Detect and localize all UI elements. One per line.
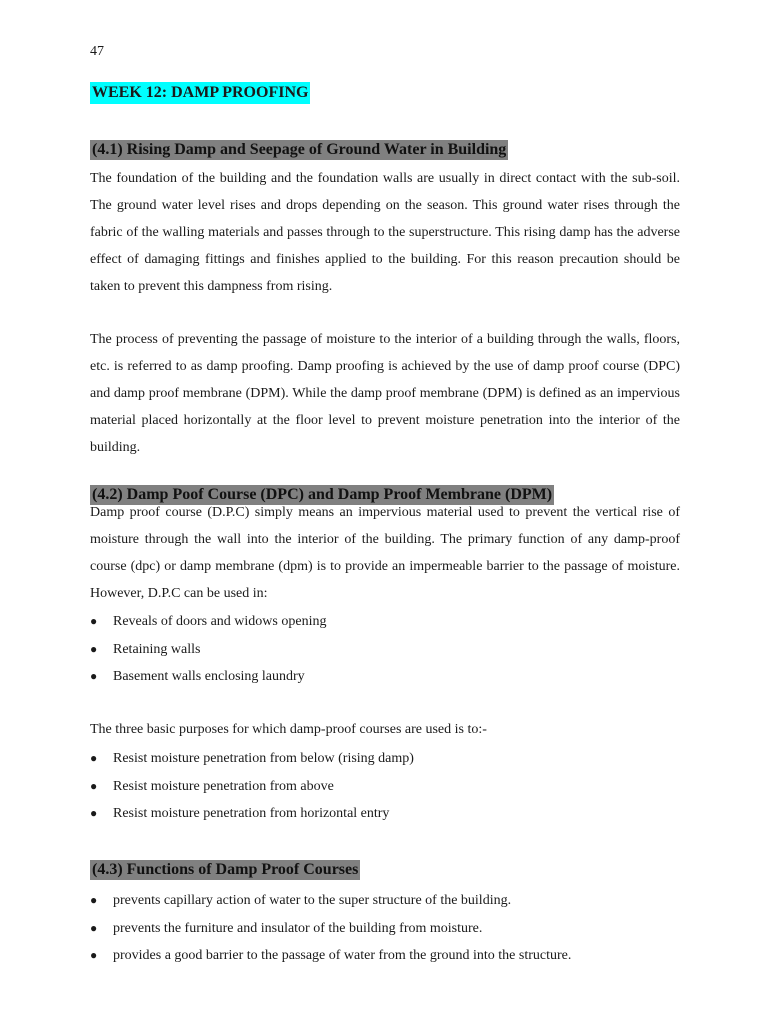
- list-item: ● Resist moisture penetration from above: [90, 773, 414, 801]
- section-heading-4-2: (4.2) Damp Poof Course (DPC) and Damp Proof Membrane (DPM): [92, 486, 553, 503]
- paragraph-damp-proofing: The process of preventing the passage of moisture to the interior of a building through the walls, floors, etc. is referred to as damp proofing. Damp proofing is achieved by the use of damp proof course (DPC) and damp proof membrane (DPM). While the damp proof membrane (DPM) is defined as an impervious material placed horizontally at the floor level to prevent moisture penetration into the interior of the building.: [90, 332, 680, 455]
- bullet-icon: ●: [90, 920, 98, 935]
- page-title: WEEK 12: DAMP PROOFING: [90, 82, 310, 104]
- list-item: ● Resist moisture penetration from horizontal entry: [90, 800, 414, 828]
- page-number: 47: [90, 44, 104, 59]
- paragraph-rising-damp: The foundation of the building and the foundation walls are usually in direct contact with the sub-soil. The ground water level rises and drops depending on the season. This ground water rises through the fabric of the walling materials and passes through to the superstructure. This rising damp has the adverse effect of damaging fittings and finishes applied to the building. For this reason precaution should be taken to prevent this dampness from rising.: [90, 171, 680, 294]
- dpc-functions-list: [90, 887, 571, 970]
- dpc-purposes-list: [90, 745, 414, 828]
- bullet-icon: ●: [90, 948, 98, 962]
- list-item: ● Reveals of doors and widows opening: [90, 608, 326, 636]
- list-item: ● prevents capillary action of water to the super structure of the building.: [90, 887, 571, 915]
- list-item: ● Retaining walls: [90, 636, 326, 664]
- bullet-icon: ●: [90, 614, 98, 628]
- list-item: ● provides a good barrier to the passage of water from the ground into the structure.: [90, 942, 571, 970]
- bullet-icon: ●: [90, 669, 98, 683]
- paragraph-purposes-intro: The three basic purposes for which damp-proof courses are used is to:-: [90, 722, 487, 737]
- bullet-icon: ●: [90, 778, 98, 793]
- paragraph-dpc-definition: Damp proof course (D.P.C) simply means an impervious material used to prevent the vertical rise of moisture through the wall into the interior of the building. The primary function of any damp-proof course (dpc) or damp membrane (dpm) is to provide an impermeable barrier to the passage of moisture. However, D.P.C can be used in:: [90, 505, 680, 601]
- section-heading-4-1: (4.1) Rising Damp and Seepage of Ground Water in Building: [92, 141, 507, 158]
- list-item: ● Basement walls enclosing laundry: [90, 663, 326, 691]
- bullet-icon: ●: [90, 806, 98, 820]
- list-item: ● Resist moisture penetration from below (rising damp): [90, 745, 414, 773]
- bullet-icon: ●: [90, 893, 98, 907]
- section-heading-4-3: (4.3) Functions of Damp Proof Courses: [92, 861, 359, 878]
- bullet-icon: ●: [90, 751, 98, 765]
- bullet-icon: ●: [90, 641, 98, 656]
- dpc-uses-list: [90, 608, 326, 691]
- list-item: ● prevents the furniture and insulator of the building from moisture.: [90, 915, 571, 943]
